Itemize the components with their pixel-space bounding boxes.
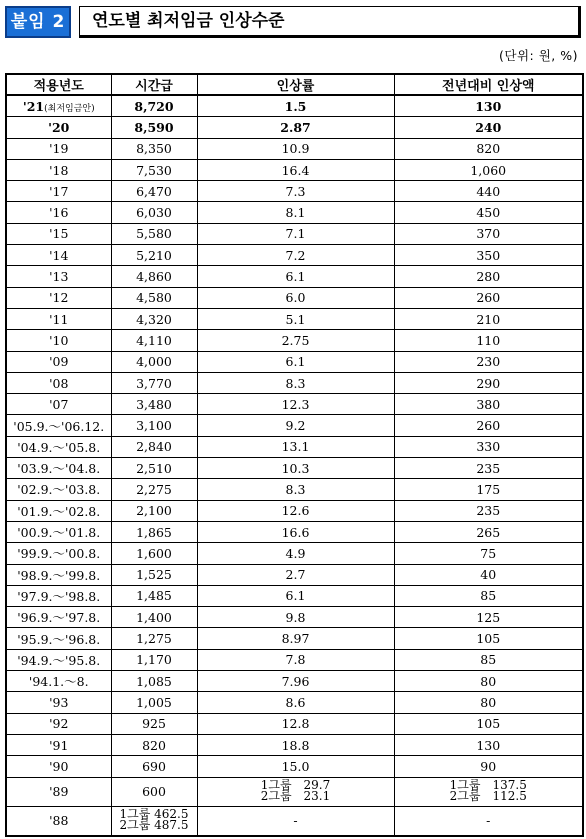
- table-header-row: [6, 74, 583, 95]
- table-row: [6, 266, 583, 287]
- cell-increase-amount: 175: [394, 479, 583, 500]
- table-row: [6, 713, 583, 734]
- cell-increase-amount: 230: [394, 351, 583, 372]
- group1-rate: 1그룹 29.7: [260, 778, 331, 792]
- cell-increase-rate: 10.3: [197, 458, 394, 479]
- cell-year: [6, 756, 111, 777]
- cell-hourly-wage: 1,485: [111, 585, 197, 606]
- cell-hourly-wage: 3,100: [111, 415, 197, 436]
- year-text: '10: [49, 332, 69, 348]
- year-text: '97.9.～'98.8.: [17, 588, 101, 604]
- cell-increase-rate: 6.1: [197, 585, 394, 606]
- cell-year: [6, 287, 111, 308]
- cell-year: [6, 628, 111, 649]
- table-row: [6, 521, 583, 542]
- cell-increase-amount: 90: [394, 756, 583, 777]
- cell-increase-rate: 7.1: [197, 223, 394, 244]
- cell-increase-amount: 280: [394, 266, 583, 287]
- cell-hourly-wage: 1,170: [111, 649, 197, 670]
- table-row: [6, 479, 583, 500]
- cell-increase-rate: 7.8: [197, 649, 394, 670]
- table-row: [6, 671, 583, 692]
- cell-year: [6, 734, 111, 755]
- year-note: (최저임금안): [44, 103, 95, 114]
- cell-year: [6, 330, 111, 351]
- column-header-hourly-wage: 시간급: [111, 74, 197, 95]
- table-row: [6, 181, 583, 202]
- cell-hourly-wage: 1,005: [111, 692, 197, 713]
- table-row: [6, 415, 583, 436]
- cell-increase-amount: 235: [394, 500, 583, 521]
- cell-year: [6, 159, 111, 180]
- year-text: '00.9.～'01.8.: [17, 525, 101, 541]
- cell-increase-rate: 16.6: [197, 521, 394, 542]
- cell-increase-rate: 12.6: [197, 500, 394, 521]
- cell-increase-rate: 7.3: [197, 181, 394, 202]
- table-row: [6, 202, 583, 223]
- year-text: '12: [49, 290, 69, 306]
- cell-increase-amount: 85: [394, 585, 583, 606]
- table-row: [6, 436, 583, 457]
- cell-increase-amount: 80: [394, 692, 583, 713]
- cell-hourly-wage: 3,770: [111, 372, 197, 393]
- cell-increase-rate: 15.0: [197, 756, 394, 777]
- cell-hourly-wage: 600: [111, 777, 197, 806]
- year-text: '16: [49, 205, 69, 221]
- group1-increase: 1그룹 137.5: [449, 778, 527, 792]
- cell-increase-rate: 6.1: [197, 351, 394, 372]
- group2-wage: 2그룹 487.5: [119, 818, 189, 832]
- cell-year: '88: [6, 806, 111, 836]
- column-header-increase-amount: 전년대비 인상액: [394, 74, 583, 95]
- cell-increase-amount: 130: [394, 734, 583, 755]
- cell-hourly-wage: 1,275: [111, 628, 197, 649]
- cell-year: [6, 415, 111, 436]
- cell-year: [6, 607, 111, 628]
- cell-increase-rate: 6.1: [197, 266, 394, 287]
- attachment-badge: 붙임 2: [5, 6, 71, 38]
- table-row: [6, 458, 583, 479]
- year-text: '94.1.～8.: [28, 674, 89, 690]
- year-text: '95.9.～'96.8.: [17, 631, 101, 647]
- cell-increase-amount: 260: [394, 415, 583, 436]
- cell-year: [6, 202, 111, 223]
- cell-hourly-wage: 8,720: [111, 95, 197, 117]
- cell-increase-amount: 40: [394, 564, 583, 585]
- cell-hourly-wage: 8,590: [111, 117, 197, 138]
- year-text: '94.9.～'95.8.: [17, 652, 101, 668]
- cell-increase-rate: -: [197, 806, 394, 836]
- table-row: [6, 159, 583, 180]
- cell-hourly-wage: 2,840: [111, 436, 197, 457]
- cell-year: [6, 266, 111, 287]
- cell-year: [6, 351, 111, 372]
- cell-hourly-wage: 1,865: [111, 521, 197, 542]
- table-row: [6, 287, 583, 308]
- year-text: '13: [49, 269, 69, 285]
- cell-increase-rate: [197, 777, 394, 806]
- table-row: [6, 117, 583, 138]
- cell-hourly-wage: 6,470: [111, 181, 197, 202]
- page-title: 연도별 최저임금 인상수준: [79, 6, 581, 38]
- cell-increase-rate: 8.3: [197, 372, 394, 393]
- cell-hourly-wage: 4,860: [111, 266, 197, 287]
- cell-increase-rate: 12.3: [197, 394, 394, 415]
- cell-hourly-wage: 820: [111, 734, 197, 755]
- cell-hourly-wage: 1,085: [111, 671, 197, 692]
- cell-increase-rate: 1.5: [197, 95, 394, 117]
- table-body: [6, 95, 583, 836]
- year-text: '96.9.～'97.8.: [17, 610, 101, 626]
- cell-increase-amount: 110: [394, 330, 583, 351]
- cell-increase-rate: 5.1: [197, 308, 394, 329]
- cell-increase-amount: [394, 777, 583, 806]
- cell-hourly-wage: 6,030: [111, 202, 197, 223]
- cell-hourly-wage: 1,600: [111, 543, 197, 564]
- header: [5, 6, 581, 40]
- table-row: [6, 734, 583, 755]
- cell-increase-amount: 450: [394, 202, 583, 223]
- table-row: [6, 628, 583, 649]
- year-text: '90: [49, 758, 69, 774]
- table-row: [6, 394, 583, 415]
- cell-increase-amount: 370: [394, 223, 583, 244]
- cell-year: [6, 117, 111, 138]
- cell-hourly-wage: 3,480: [111, 394, 197, 415]
- cell-hourly-wage: 2,100: [111, 500, 197, 521]
- cell-hourly-wage: 8,350: [111, 138, 197, 159]
- cell-increase-amount: 240: [394, 117, 583, 138]
- cell-increase-amount: -: [394, 806, 583, 836]
- cell-increase-rate: 8.3: [197, 479, 394, 500]
- cell-year: [6, 436, 111, 457]
- table-row: [6, 777, 583, 806]
- year-text: '93: [49, 694, 69, 710]
- table-row: [6, 692, 583, 713]
- year-text: '01.9.～'02.8.: [17, 503, 101, 519]
- year-text: '21: [22, 98, 45, 114]
- cell-year: [6, 372, 111, 393]
- table-row: [6, 372, 583, 393]
- year-text: '05.9.～'06.12.: [13, 418, 105, 434]
- table-row: [6, 607, 583, 628]
- cell-increase-rate: 10.9: [197, 138, 394, 159]
- cell-year: [6, 181, 111, 202]
- year-text: '92: [49, 716, 69, 732]
- table-row: [6, 806, 583, 836]
- cell-hourly-wage: 925: [111, 713, 197, 734]
- minimum-wage-table: [5, 73, 584, 837]
- cell-increase-amount: 265: [394, 521, 583, 542]
- cell-hourly-wage: 2,275: [111, 479, 197, 500]
- cell-increase-amount: 380: [394, 394, 583, 415]
- group1-wage: 1그룹 462.5: [119, 807, 189, 821]
- table-row: [6, 138, 583, 159]
- cell-increase-rate: 13.1: [197, 436, 394, 457]
- cell-hourly-wage: 4,320: [111, 308, 197, 329]
- table-row: [6, 649, 583, 670]
- cell-increase-amount: 85: [394, 649, 583, 670]
- cell-increase-rate: 18.8: [197, 734, 394, 755]
- cell-hourly-wage: 5,580: [111, 223, 197, 244]
- cell-increase-rate: 9.8: [197, 607, 394, 628]
- year-text: '15: [49, 226, 69, 242]
- cell-year: [6, 564, 111, 585]
- cell-hourly-wage: 4,110: [111, 330, 197, 351]
- cell-increase-rate: 9.2: [197, 415, 394, 436]
- cell-hourly-wage: 5,210: [111, 245, 197, 266]
- year-text: '07: [49, 396, 69, 412]
- cell-increase-rate: 7.2: [197, 245, 394, 266]
- column-header-increase-rate: 인상률: [197, 74, 394, 95]
- cell-year: '89: [6, 777, 111, 806]
- year-text: '20: [48, 119, 70, 135]
- cell-year: [6, 543, 111, 564]
- year-text: '91: [49, 737, 69, 753]
- cell-year: [6, 713, 111, 734]
- cell-year: [6, 585, 111, 606]
- cell-increase-amount: 130: [394, 95, 583, 117]
- cell-increase-amount: 290: [394, 372, 583, 393]
- cell-year: [6, 458, 111, 479]
- year-text: '99.9.～'00.8.: [17, 546, 101, 562]
- year-text: '18: [49, 162, 69, 178]
- cell-increase-rate: 2.75: [197, 330, 394, 351]
- group2-rate: 2그룹 23.1: [260, 789, 331, 803]
- group2-increase: 2그룹 112.5: [449, 789, 527, 803]
- table-row: [6, 245, 583, 266]
- year-text: '08: [49, 375, 69, 391]
- year-text: '03.9.～'04.8.: [17, 461, 101, 477]
- cell-hourly-wage: 4,580: [111, 287, 197, 308]
- cell-increase-amount: 105: [394, 628, 583, 649]
- cell-increase-rate: 6.0: [197, 287, 394, 308]
- cell-year: [6, 500, 111, 521]
- table-row: [6, 585, 583, 606]
- cell-year: [6, 479, 111, 500]
- cell-year: [6, 245, 111, 266]
- cell-year: [6, 308, 111, 329]
- year-text: '02.9.～'03.8.: [17, 482, 101, 498]
- cell-increase-rate: 7.96: [197, 671, 394, 692]
- table-row: [6, 543, 583, 564]
- cell-increase-amount: 1,060: [394, 159, 583, 180]
- table-row: [6, 95, 583, 117]
- cell-increase-amount: 75: [394, 543, 583, 564]
- cell-hourly-wage: 1,525: [111, 564, 197, 585]
- cell-increase-amount: 260: [394, 287, 583, 308]
- year-text: '19: [49, 141, 69, 157]
- table-row: [6, 223, 583, 244]
- cell-increase-rate: 8.1: [197, 202, 394, 223]
- cell-increase-rate: 8.6: [197, 692, 394, 713]
- table-row: [6, 351, 583, 372]
- column-header-year: 적용년도: [6, 74, 111, 95]
- cell-year: [6, 138, 111, 159]
- year-text: '14: [49, 247, 69, 263]
- cell-hourly-wage: 690: [111, 756, 197, 777]
- table-row: [6, 500, 583, 521]
- cell-increase-amount: 350: [394, 245, 583, 266]
- cell-increase-amount: 440: [394, 181, 583, 202]
- unit-label: (단위: 원, %): [499, 48, 578, 63]
- cell-hourly-wage: [111, 806, 197, 836]
- year-text: '11: [49, 311, 69, 327]
- cell-hourly-wage: 7,530: [111, 159, 197, 180]
- cell-year: [6, 394, 111, 415]
- cell-increase-amount: 330: [394, 436, 583, 457]
- cell-increase-rate: 4.9: [197, 543, 394, 564]
- cell-hourly-wage: 2,510: [111, 458, 197, 479]
- cell-hourly-wage: 1,400: [111, 607, 197, 628]
- cell-year: [6, 223, 111, 244]
- cell-year: [6, 671, 111, 692]
- table-row: [6, 308, 583, 329]
- cell-increase-amount: 125: [394, 607, 583, 628]
- year-text: '98.9.～'99.8.: [17, 567, 101, 583]
- year-text: '09: [49, 354, 69, 370]
- year-text: '17: [49, 183, 69, 199]
- table-row: [6, 756, 583, 777]
- cell-increase-rate: 8.97: [197, 628, 394, 649]
- cell-year: [6, 95, 111, 117]
- cell-hourly-wage: 4,000: [111, 351, 197, 372]
- year-text: '04.9.～'05.8.: [17, 439, 101, 455]
- cell-increase-amount: 210: [394, 308, 583, 329]
- cell-increase-amount: 235: [394, 458, 583, 479]
- cell-increase-rate: 2.7: [197, 564, 394, 585]
- cell-increase-amount: 820: [394, 138, 583, 159]
- cell-increase-rate: 12.8: [197, 713, 394, 734]
- table-row: [6, 330, 583, 351]
- cell-year: [6, 692, 111, 713]
- cell-year: [6, 521, 111, 542]
- cell-increase-rate: 2.87: [197, 117, 394, 138]
- cell-year: [6, 649, 111, 670]
- cell-increase-amount: 105: [394, 713, 583, 734]
- table-row: [6, 564, 583, 585]
- cell-increase-rate: 16.4: [197, 159, 394, 180]
- cell-increase-amount: 80: [394, 671, 583, 692]
